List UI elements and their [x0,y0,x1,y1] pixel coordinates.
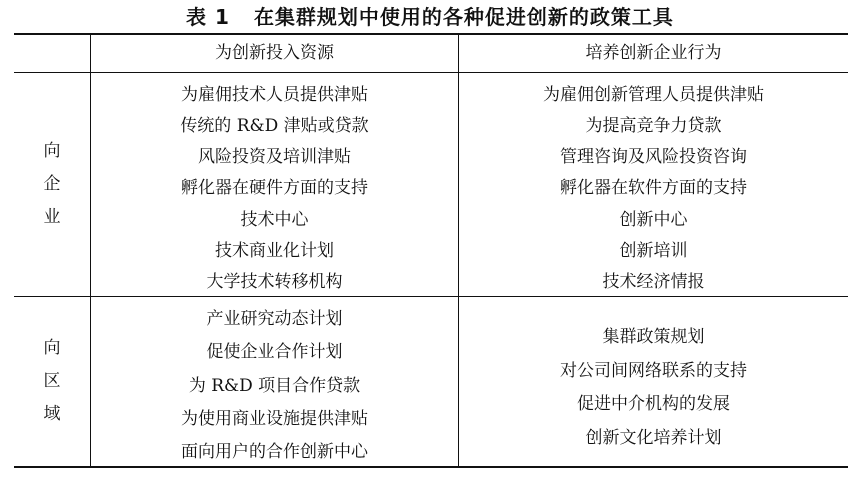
list-item: 促进中介机构的发展 [577,394,730,415]
list-item: 促使企业合作计划 [206,342,343,363]
list-item: 大学技术转移机构 [206,271,343,292]
table-number: 表 1 [186,5,230,29]
cell-region-resources [91,304,458,462]
row-label-char: 向 [43,338,61,358]
table-title [0,4,860,30]
list-item: 集群政策规划 [602,327,705,347]
row-label-char: 企 [43,174,61,194]
row-label-char: 向 [43,141,61,161]
header-behaviors: 培养创新企业行为 [585,43,722,63]
list-item: 管理咨询及风险投资咨询 [560,147,747,168]
table-title-text: 在集群规划中使用的各种促进创新的政策工具 [253,5,674,29]
row-label-char: 业 [43,207,61,227]
row-label-char: 域 [43,404,61,424]
list-item: 为雇佣创新管理人员提供津贴 [543,85,764,105]
list-item: 技术商业化计划 [215,240,334,261]
header-resources: 为创新投入资源 [215,43,334,63]
list-item: 技术中心 [240,209,309,230]
cell-enterprise-resources [91,80,458,292]
list-item: 孵化器在软件方面的支持 [560,178,747,199]
cell-region-behaviors [459,322,848,448]
table-bottom-rule [14,466,848,468]
list-item: 技术经济情报 [602,271,705,292]
list-item: 孵化器在硬件方面的支持 [181,178,368,199]
list-item: 为提高竞争力贷款 [585,116,722,137]
list-item: 为雇佣技术人员提供津贴 [181,85,368,105]
list-item: 为使用商业设施提供津贴 [181,408,368,429]
list-item: 传统的 R&D 津贴或贷款 [180,116,369,137]
list-item: 创新培训 [619,240,688,261]
list-item: 创新文化培养计划 [585,427,722,448]
list-item: 为 R&D 项目合作贷款 [188,375,361,396]
list-item: 产业研究动态计划 [206,309,343,329]
cell-enterprise-behaviors [459,80,848,292]
list-item: 风险投资及培训津贴 [198,147,351,168]
row-label-enterprise [14,73,90,296]
header-corner-cell [14,34,90,72]
list-item: 对公司间网络联系的支持 [560,360,747,381]
list-item: 创新中心 [619,209,688,230]
row-separator-rule [14,296,848,297]
list-item: 面向用户的合作创新中心 [181,442,368,462]
row-label-char: 区 [43,371,61,391]
header-bottom-rule [14,72,848,73]
row-label-region [14,297,90,466]
